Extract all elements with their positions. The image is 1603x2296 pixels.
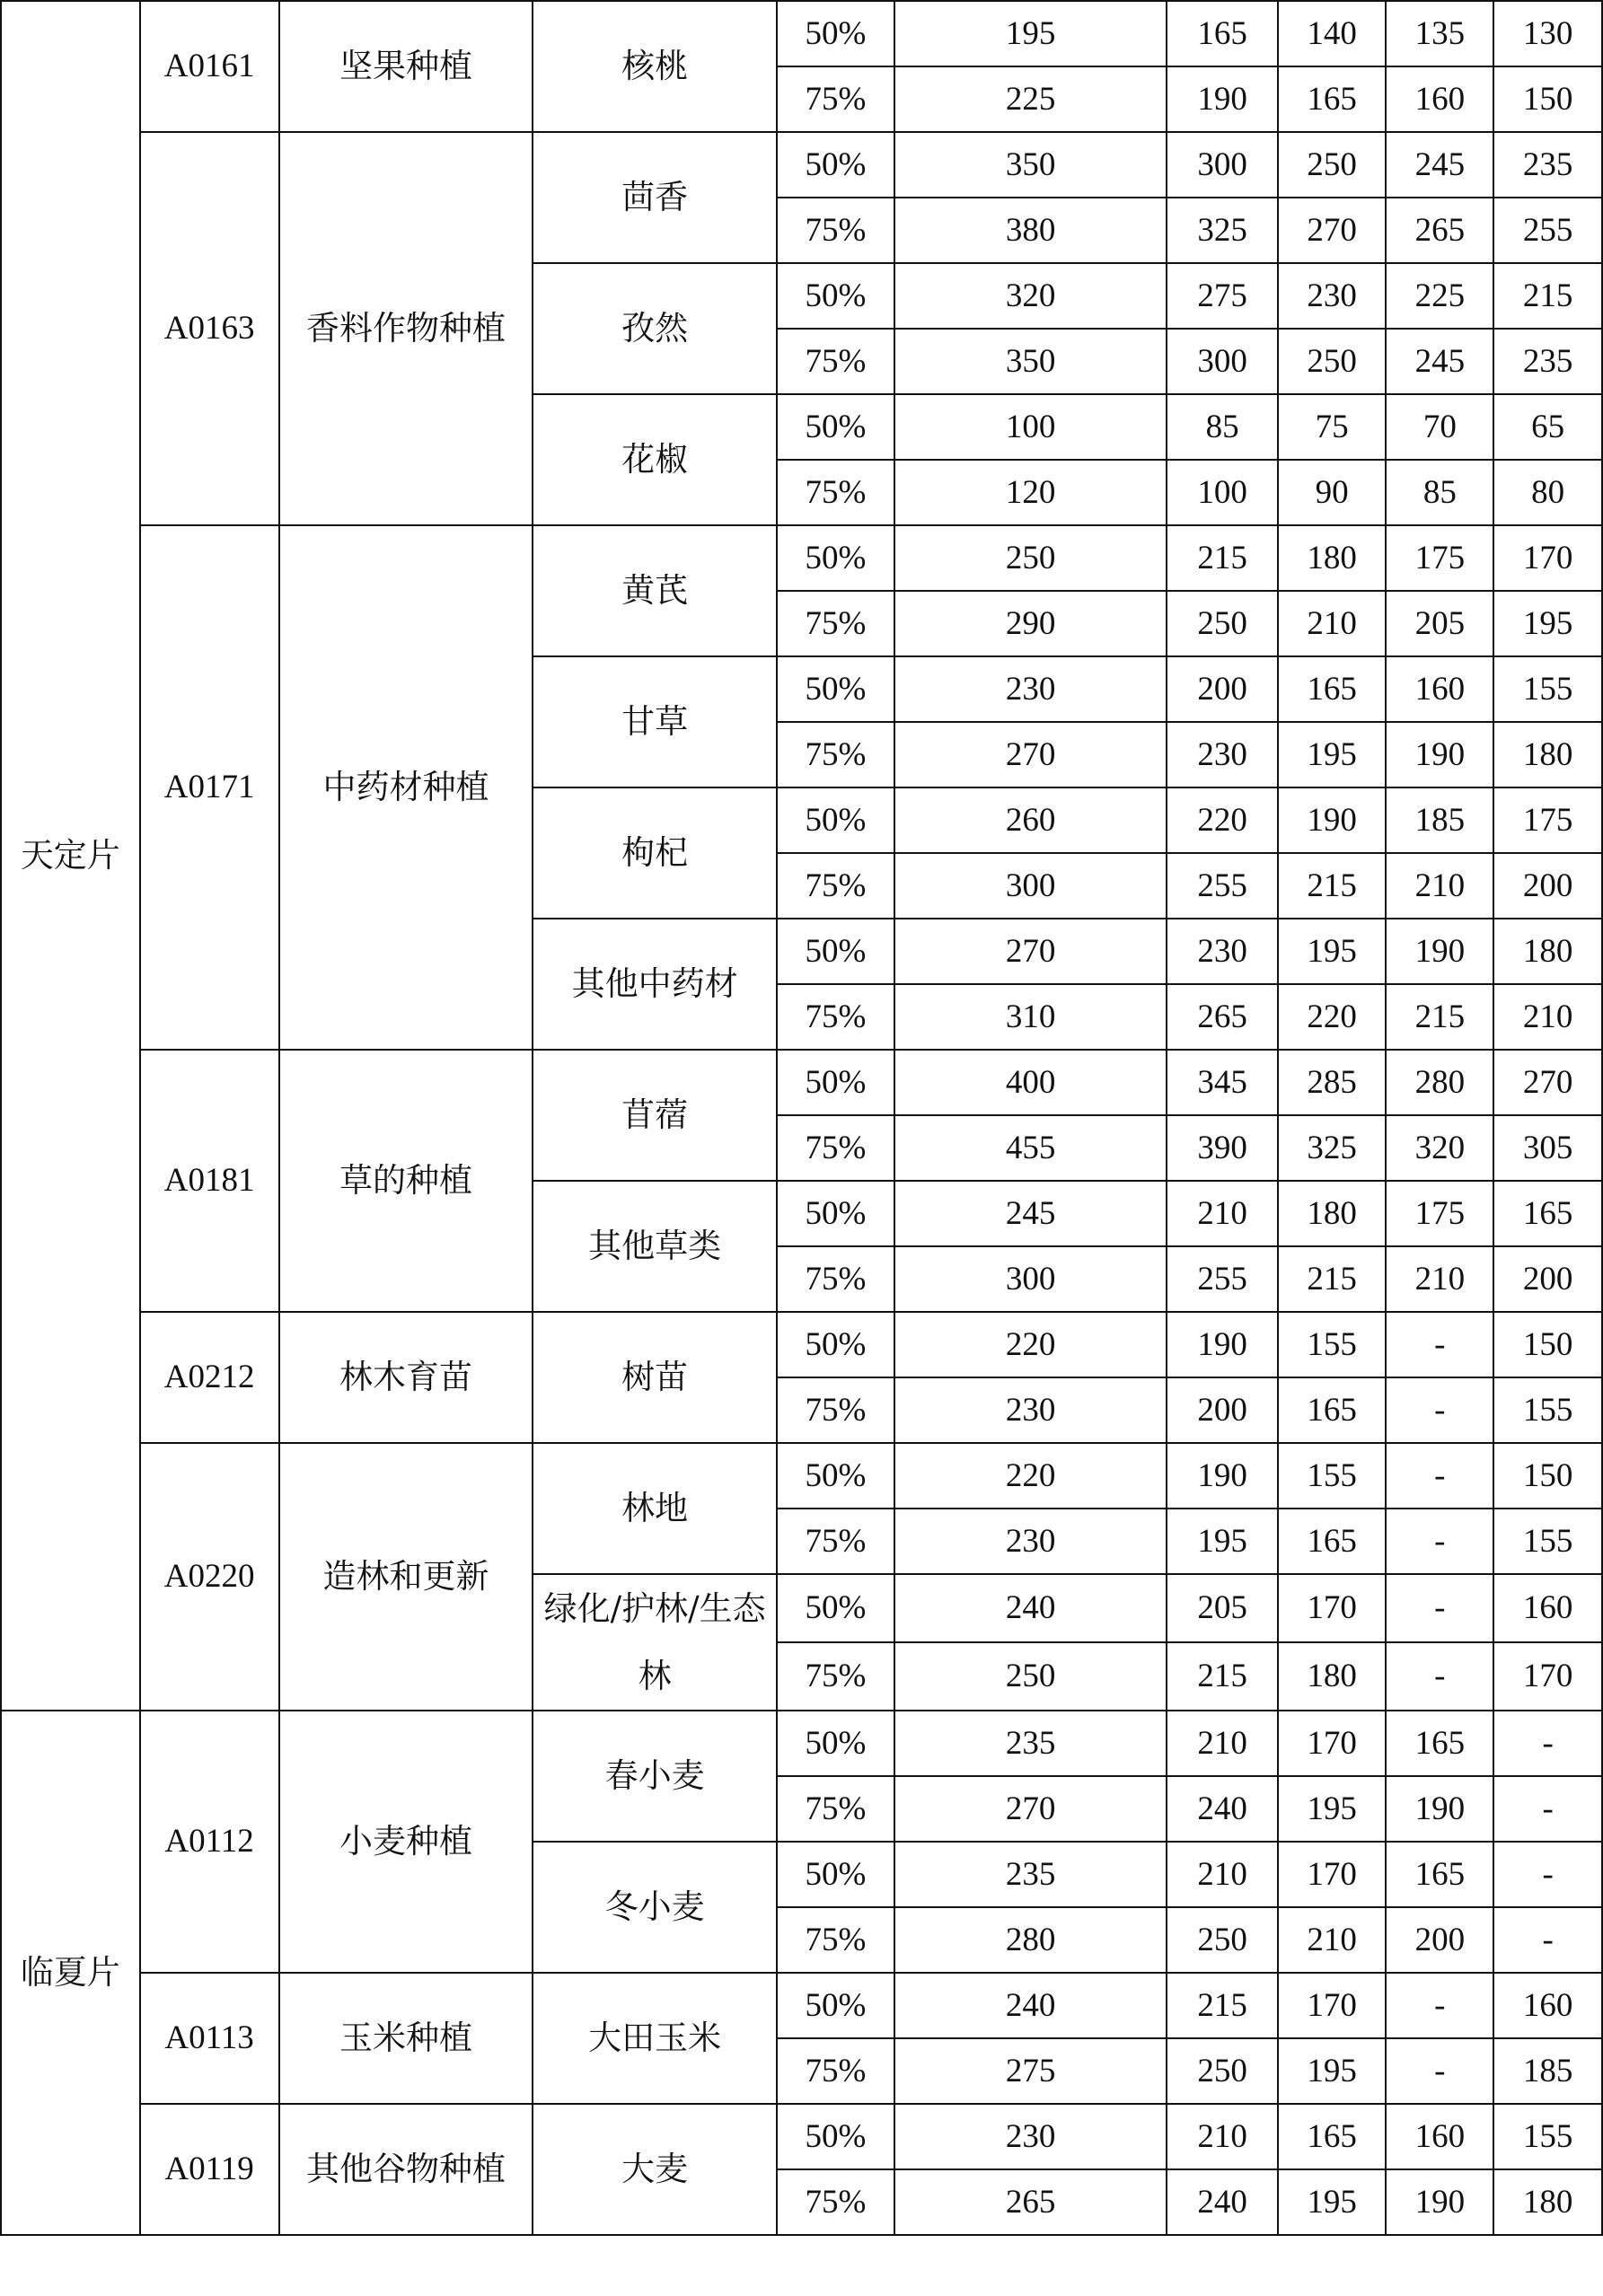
guarantee-rate-cell: 75%	[777, 1246, 894, 1312]
quota-value-cell: 150	[1493, 1443, 1602, 1509]
quota-value-cell: 195	[894, 1, 1167, 66]
quota-value-cell: 220	[894, 1443, 1167, 1509]
quota-value-cell: 190	[1386, 2169, 1493, 2235]
industry-code-cell: A0119	[140, 2104, 279, 2235]
quota-value-cell: 100	[1167, 460, 1277, 525]
guarantee-rate-cell: 50%	[777, 1050, 894, 1115]
crop-cell: 春小麦	[533, 1711, 777, 1842]
guarantee-rate-cell: 75%	[777, 2038, 894, 2104]
quota-value-cell: 170	[1278, 1973, 1387, 2038]
quota-value-cell: 135	[1386, 1, 1493, 66]
quota-value-cell: 100	[894, 394, 1167, 460]
quota-value-cell: 120	[894, 460, 1167, 525]
guarantee-rate-cell: 50%	[777, 1443, 894, 1509]
quota-value-cell: 215	[1167, 525, 1277, 591]
quota-value-cell: 75	[1278, 394, 1387, 460]
guarantee-rate-cell: 75%	[777, 1115, 894, 1181]
industry-name-cell: 玉米种植	[279, 1973, 533, 2104]
table-row	[1, 1, 1602, 66]
quota-value-cell: 290	[894, 591, 1167, 656]
industry-code-cell: A0212	[140, 1312, 279, 1443]
quota-value-cell: 240	[1167, 1776, 1277, 1842]
quota-value-cell: -	[1493, 1842, 1602, 1907]
industry-name-cell: 香料作物种植	[279, 132, 533, 525]
quota-value-cell: 230	[894, 1509, 1167, 1574]
quota-value-cell: 195	[1167, 1509, 1277, 1574]
industry-code-cell: A0220	[140, 1443, 279, 1711]
quota-value-cell: 170	[1278, 1842, 1387, 1907]
crop-cell: 茴香	[533, 132, 777, 263]
guarantee-rate-cell: 50%	[777, 787, 894, 853]
quota-value-cell: 215	[1386, 984, 1493, 1050]
quota-value-cell: 225	[894, 66, 1167, 132]
quota-value-cell: 85	[1167, 394, 1277, 460]
quota-value-cell: 210	[1167, 1181, 1277, 1246]
quota-value-cell: 190	[1167, 1312, 1277, 1377]
quota-value-cell: 265	[894, 2169, 1167, 2235]
guarantee-rate-cell: 75%	[777, 198, 894, 263]
quota-value-cell: 325	[1167, 198, 1277, 263]
quota-value-cell: 275	[894, 2038, 1167, 2104]
quota-value-cell: -	[1493, 1907, 1602, 1973]
quota-value-cell: 80	[1493, 460, 1602, 525]
crop-cell: 大田玉米	[533, 1973, 777, 2104]
industry-code-cell: A0181	[140, 1050, 279, 1312]
table-row	[1, 1312, 1602, 1377]
quota-value-cell: 200	[1493, 1246, 1602, 1312]
table-row	[1, 132, 1602, 198]
guarantee-rate-cell: 50%	[777, 919, 894, 984]
quota-value-cell: 265	[1386, 198, 1493, 263]
quota-value-cell: 195	[1278, 2038, 1387, 2104]
industry-code-cell: A0112	[140, 1711, 279, 1973]
quota-value-cell: 300	[894, 1246, 1167, 1312]
guarantee-rate-cell: 50%	[777, 656, 894, 722]
quota-value-cell: 245	[1386, 132, 1493, 198]
quota-value-cell: 165	[1167, 1, 1277, 66]
guarantee-rate-cell: 75%	[777, 722, 894, 787]
quota-value-cell: 210	[1386, 1246, 1493, 1312]
table-row	[1, 1711, 1602, 1776]
quota-value-cell: 260	[894, 787, 1167, 853]
guarantee-rate-cell: 50%	[777, 1973, 894, 2038]
quota-value-cell: 180	[1493, 2169, 1602, 2235]
quota-value-cell: 285	[1278, 1050, 1387, 1115]
quota-value-cell: 165	[1278, 1377, 1387, 1443]
quota-value-cell: 170	[1493, 1642, 1602, 1711]
quota-value-cell: 220	[1167, 787, 1277, 853]
quota-value-cell: 325	[1278, 1115, 1387, 1181]
quota-value-cell: 165	[1278, 656, 1387, 722]
quota-value-cell: 300	[1167, 329, 1277, 394]
quota-value-cell: 165	[1278, 1509, 1387, 1574]
quota-value-cell: 235	[1493, 329, 1602, 394]
industry-name-cell: 小麦种植	[279, 1711, 533, 1973]
quota-value-cell: 195	[1278, 1776, 1387, 1842]
industry-code-cell: A0113	[140, 1973, 279, 2104]
table-row	[1, 1443, 1602, 1509]
table-row	[1, 525, 1602, 591]
quota-value-cell: 150	[1493, 66, 1602, 132]
quota-value-cell: -	[1493, 1776, 1602, 1842]
quota-value-cell: 280	[1386, 1050, 1493, 1115]
quota-value-cell: 90	[1278, 460, 1387, 525]
guarantee-rate-cell: 75%	[777, 984, 894, 1050]
quota-value-cell: 160	[1386, 2104, 1493, 2169]
guarantee-rate-cell: 50%	[777, 263, 894, 329]
quota-value-cell: 190	[1386, 722, 1493, 787]
guarantee-rate-cell: 50%	[777, 1181, 894, 1246]
quota-value-cell: 180	[1278, 525, 1387, 591]
quota-value-cell: 165	[1278, 2104, 1387, 2169]
quota-value-cell: 165	[1278, 66, 1387, 132]
quota-value-cell: 160	[1493, 1973, 1602, 2038]
quota-value-cell: 250	[1278, 329, 1387, 394]
quota-value-cell: 265	[1167, 984, 1277, 1050]
quota-value-cell: 300	[894, 853, 1167, 919]
quota-value-cell: 230	[894, 2104, 1167, 2169]
quota-value-cell: 160	[1386, 66, 1493, 132]
industry-name-cell: 草的种植	[279, 1050, 533, 1312]
quota-value-cell: 455	[894, 1115, 1167, 1181]
quota-value-cell: 300	[1167, 132, 1277, 198]
guarantee-rate-cell: 50%	[777, 1574, 894, 1642]
table-row	[1, 1973, 1602, 2038]
quota-value-cell: 215	[1278, 853, 1387, 919]
quota-value-cell: 270	[894, 919, 1167, 984]
quota-value-cell: 210	[1167, 1842, 1277, 1907]
quota-value-cell: 230	[894, 1377, 1167, 1443]
quota-value-cell: 200	[1386, 1907, 1493, 1973]
guarantee-rate-cell: 75%	[777, 66, 894, 132]
crop-cell: 孜然	[533, 263, 777, 394]
quota-value-cell: 160	[1493, 1574, 1602, 1642]
quota-value-cell: 345	[1167, 1050, 1277, 1115]
quota-value-cell: 310	[894, 984, 1167, 1050]
crop-cell: 树苗	[533, 1312, 777, 1443]
quota-value-cell: 190	[1278, 787, 1387, 853]
quota-value-cell: 200	[1167, 1377, 1277, 1443]
quota-value-cell: 320	[1386, 1115, 1493, 1181]
quota-value-cell: -	[1386, 1973, 1493, 2038]
quota-value-cell: 190	[1167, 66, 1277, 132]
quota-value-cell: 255	[1167, 1246, 1277, 1312]
quota-value-cell: 250	[1167, 591, 1277, 656]
quota-value-cell: 85	[1386, 460, 1493, 525]
quota-value-cell: 165	[1493, 1181, 1602, 1246]
crop-cell: 黄芪	[533, 525, 777, 656]
quota-value-cell: 175	[1493, 787, 1602, 853]
quota-value-cell: 270	[1493, 1050, 1602, 1115]
quota-value-cell: 70	[1386, 394, 1493, 460]
guarantee-rate-cell: 50%	[777, 1711, 894, 1776]
quota-value-cell: 215	[1278, 1246, 1387, 1312]
guarantee-rate-cell: 75%	[777, 329, 894, 394]
quota-value-cell: 250	[894, 525, 1167, 591]
table-body	[1, 1, 1602, 2235]
guarantee-rate-cell: 50%	[777, 1842, 894, 1907]
quota-value-cell: 240	[894, 1973, 1167, 2038]
guarantee-rate-cell: 75%	[777, 1377, 894, 1443]
quota-value-cell: 210	[1278, 1907, 1387, 1973]
industry-name-cell: 其他谷物种植	[279, 2104, 533, 2235]
quota-value-cell: 165	[1386, 1842, 1493, 1907]
quota-value-cell: 250	[1167, 2038, 1277, 2104]
crop-cell: 绿化/护林/生态林	[533, 1574, 777, 1711]
quota-value-cell: 270	[894, 1776, 1167, 1842]
guarantee-rate-cell: 75%	[777, 1776, 894, 1842]
crop-cell: 枸杞	[533, 787, 777, 919]
quota-value-cell: 210	[1278, 591, 1387, 656]
guarantee-rate-cell: 75%	[777, 1509, 894, 1574]
guarantee-rate-cell: 50%	[777, 2104, 894, 2169]
quota-value-cell: 280	[894, 1907, 1167, 1973]
industry-code-cell: A0161	[140, 1, 279, 132]
quota-value-cell: 185	[1493, 2038, 1602, 2104]
quota-value-cell: 320	[894, 263, 1167, 329]
quota-value-cell: 305	[1493, 1115, 1602, 1181]
quota-value-cell: 350	[894, 132, 1167, 198]
quota-value-cell: 245	[1386, 329, 1493, 394]
quota-value-cell: 195	[1278, 919, 1387, 984]
quota-value-cell: 235	[894, 1842, 1167, 1907]
quota-value-cell: 140	[1278, 1, 1387, 66]
guarantee-rate-cell: 50%	[777, 525, 894, 591]
industry-name-cell: 坚果种植	[279, 1, 533, 132]
quota-value-cell: 250	[894, 1642, 1167, 1711]
quota-value-cell: 170	[1278, 1574, 1387, 1642]
crop-cell: 甘草	[533, 656, 777, 787]
quota-value-cell: 390	[1167, 1115, 1277, 1181]
guarantee-rate-cell: 50%	[777, 132, 894, 198]
quota-value-cell: 180	[1278, 1642, 1387, 1711]
crop-cell: 核桃	[533, 1, 777, 132]
quota-value-cell: 240	[1167, 2169, 1277, 2235]
quota-value-cell: 190	[1167, 1443, 1277, 1509]
quota-value-cell: 250	[1167, 1907, 1277, 1973]
quota-value-cell: 350	[894, 329, 1167, 394]
quota-value-cell: 255	[1493, 198, 1602, 263]
guarantee-rate-cell: 75%	[777, 591, 894, 656]
quota-value-cell: 205	[1386, 591, 1493, 656]
quota-value-cell: 175	[1386, 525, 1493, 591]
table-row	[1, 1050, 1602, 1115]
table-row	[1, 2104, 1602, 2169]
guarantee-rate-cell: 75%	[777, 1907, 894, 1973]
quota-value-cell: 185	[1386, 787, 1493, 853]
quota-value-cell: -	[1386, 1443, 1493, 1509]
quota-value-cell: 180	[1493, 919, 1602, 984]
quota-value-cell: 190	[1386, 1776, 1493, 1842]
quota-value-cell: 245	[894, 1181, 1167, 1246]
quota-value-cell: -	[1386, 1574, 1493, 1642]
quota-value-cell: -	[1386, 1642, 1493, 1711]
quota-value-cell: -	[1386, 2038, 1493, 2104]
crop-cell: 苜蓿	[533, 1050, 777, 1181]
quota-value-cell: -	[1386, 1509, 1493, 1574]
crop-cell: 大麦	[533, 2104, 777, 2235]
industry-code-cell: A0171	[140, 525, 279, 1050]
quota-value-cell: 210	[1493, 984, 1602, 1050]
quota-value-cell: 270	[894, 722, 1167, 787]
crop-cell: 其他草类	[533, 1181, 777, 1312]
industry-name-cell: 林木育苗	[279, 1312, 533, 1443]
industry-name-cell: 中药材种植	[279, 525, 533, 1050]
quota-value-cell: 220	[1278, 984, 1387, 1050]
guarantee-rate-cell: 75%	[777, 2169, 894, 2235]
quota-value-cell: 215	[1493, 263, 1602, 329]
quota-value-cell: 170	[1493, 525, 1602, 591]
quota-value-cell: -	[1493, 1711, 1602, 1776]
quota-value-cell: 210	[1167, 2104, 1277, 2169]
quota-value-cell: 200	[1167, 656, 1277, 722]
quota-value-cell: 155	[1493, 1377, 1602, 1443]
quota-value-cell: 195	[1278, 722, 1387, 787]
quota-value-cell: 160	[1386, 656, 1493, 722]
quota-value-cell: 250	[1278, 132, 1387, 198]
quota-value-cell: 200	[1493, 853, 1602, 919]
industry-code-cell: A0163	[140, 132, 279, 525]
guarantee-rate-cell: 50%	[777, 394, 894, 460]
quota-value-cell: 155	[1493, 656, 1602, 722]
quota-value-cell: 380	[894, 198, 1167, 263]
quota-value-cell: 230	[1167, 919, 1277, 984]
region-cell: 天定片	[1, 1, 140, 1711]
crop-cell: 花椒	[533, 394, 777, 525]
quota-value-cell: 255	[1167, 853, 1277, 919]
quota-value-cell: -	[1386, 1377, 1493, 1443]
guarantee-rate-cell: 75%	[777, 1642, 894, 1711]
quota-value-cell: 65	[1493, 394, 1602, 460]
quota-value-cell: 130	[1493, 1, 1602, 66]
quota-value-cell: 195	[1493, 591, 1602, 656]
quota-value-cell: 270	[1278, 198, 1387, 263]
quota-value-cell: 175	[1386, 1181, 1493, 1246]
crop-cell: 其他中药材	[533, 919, 777, 1050]
quota-value-cell: 150	[1493, 1312, 1602, 1377]
quota-value-cell: 165	[1386, 1711, 1493, 1776]
quota-value-cell: 155	[1493, 2104, 1602, 2169]
quota-value-cell: 215	[1167, 1973, 1277, 2038]
quota-value-cell: 215	[1167, 1642, 1277, 1711]
quota-value-cell: 180	[1278, 1181, 1387, 1246]
quota-value-cell: 400	[894, 1050, 1167, 1115]
quota-value-cell: 180	[1493, 722, 1602, 787]
quota-value-cell: 230	[1167, 722, 1277, 787]
quota-value-cell: 275	[1167, 263, 1277, 329]
quota-value-cell: 155	[1278, 1443, 1387, 1509]
quota-value-cell: 220	[894, 1312, 1167, 1377]
quota-value-cell: 230	[1278, 263, 1387, 329]
guarantee-rate-cell: 75%	[777, 460, 894, 525]
quota-value-cell: 155	[1278, 1312, 1387, 1377]
quota-value-cell: 225	[1386, 263, 1493, 329]
quota-value-cell: 230	[894, 656, 1167, 722]
quota-value-cell: 240	[894, 1574, 1167, 1642]
quota-value-cell: 190	[1386, 919, 1493, 984]
quota-value-cell: 195	[1278, 2169, 1387, 2235]
industry-name-cell: 造林和更新	[279, 1443, 533, 1711]
guarantee-rate-cell: 50%	[777, 1, 894, 66]
quota-value-cell: 155	[1493, 1509, 1602, 1574]
region-cell: 临夏片	[1, 1711, 140, 2235]
guarantee-rate-cell: 75%	[777, 853, 894, 919]
crop-cell: 林地	[533, 1443, 777, 1574]
quota-value-cell: 170	[1278, 1711, 1387, 1776]
quota-value-cell: 210	[1167, 1711, 1277, 1776]
quota-value-cell: 210	[1386, 853, 1493, 919]
quota-value-cell: 235	[894, 1711, 1167, 1776]
guarantee-rate-cell: 50%	[777, 1312, 894, 1377]
quota-value-cell: 205	[1167, 1574, 1277, 1642]
quota-value-cell: -	[1386, 1312, 1493, 1377]
crop-cell: 冬小麦	[533, 1842, 777, 1973]
quota-value-cell: 235	[1493, 132, 1602, 198]
